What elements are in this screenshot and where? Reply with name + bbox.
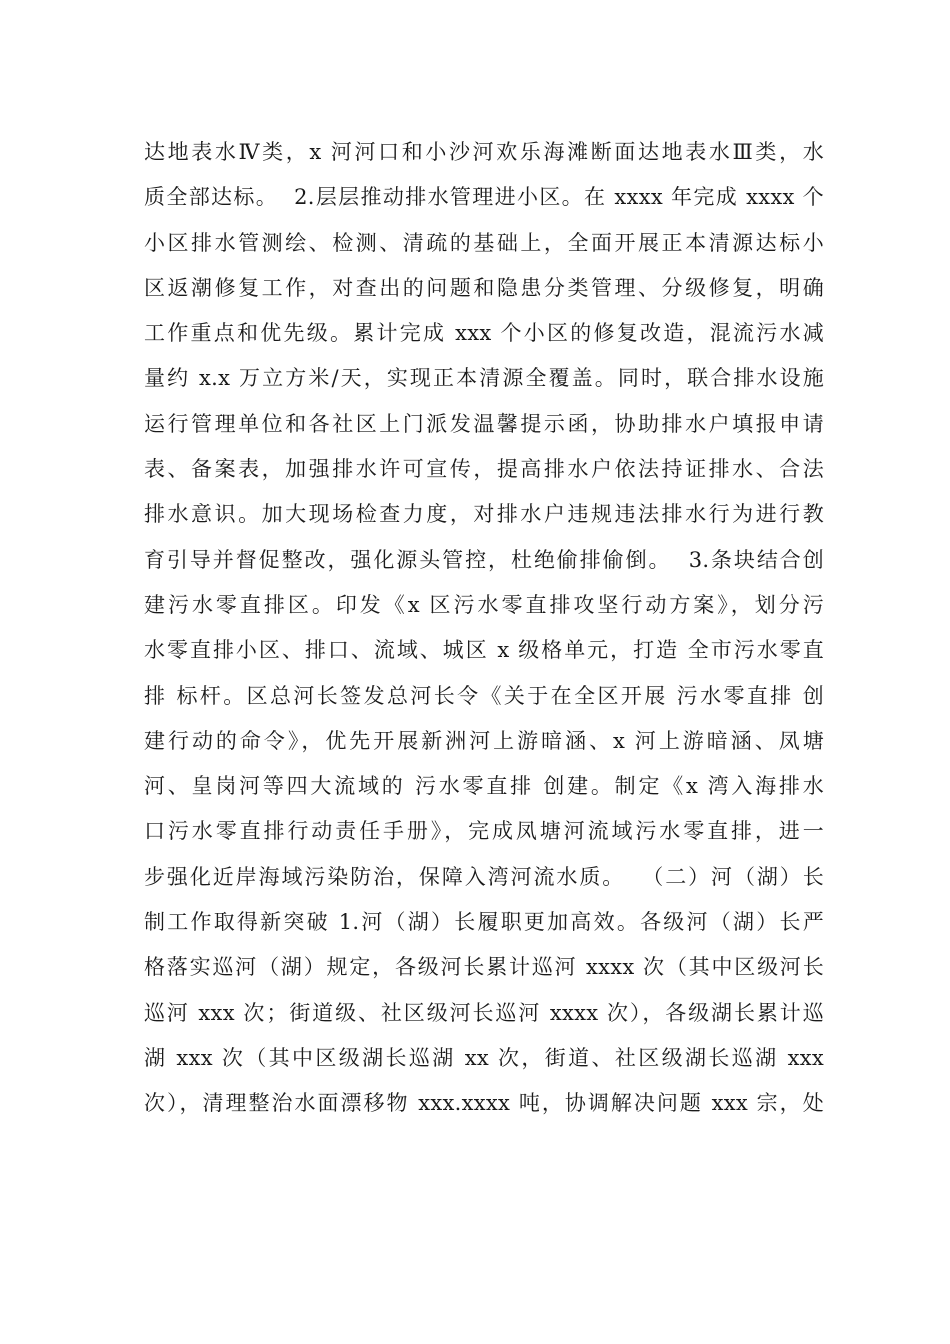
text-line: 次），清理整治水面漂移物 xxx.xxxx 吨，协调解决问题 xxx 宗，处 [144,1091,824,1116]
text-line: 质全部达标。 2.层层推动排水管理进小区。在 xxxx 年完成 xxxx 个 [144,185,824,210]
text-line: 口污水零直排行动责任手册》，完成凤塘河流域污水零直排，进一 [144,819,824,844]
text-line: 量约 x.x 万立方米/天，实现正本清源全覆盖。同时，联合排水设施 [144,366,824,391]
text-line: 巡河 xxx 次；街道级、社区级河长巡河 xxxx 次），各级湖长累计巡 [144,1000,824,1025]
text-line: 建行动的命令》，优先开展新洲河上游暗涵、x 河上游暗涵、凤塘 [144,728,824,753]
text-line: 步强化近岸海域污染防治，保障入湾河流水质。 （二）河（湖）长 [144,864,824,889]
text-line: 排 标杆。区总河长签发总河长令《关于在全区开展 污水零直排 创 [144,683,824,708]
text-line: 格落实巡河（湖）规定，各级河长累计巡河 xxxx 次（其中区级河长 [144,955,824,980]
text-line: 区返潮修复工作，对查出的问题和隐患分类管理、分级修复，明确 [144,275,824,300]
text-line: 湖 xxx 次（其中区级湖长巡湖 xx 次，街道、社区级湖长巡湖 xxx [144,1045,824,1070]
text-line: 水零直排小区、排口、流域、城区 x 级格单元，打造 全市污水零直 [144,638,824,663]
text-line: 运行管理单位和各社区上门派发温馨提示函，协助排水户填报申请 [144,411,824,436]
text-line: 达地表水Ⅳ类，x 河河口和小沙河欢乐海滩断面达地表水Ⅲ类，水 [144,140,824,164]
text-line: 表、备案表，加强排水许可宣传，提高排水户依法持证排水、合法 [144,457,824,482]
text-line: 河、皇岗河等四大流域的 污水零直排 创建。制定《x 湾入海排水 [144,774,824,799]
text-line: 工作重点和优先级。累计完成 xxx 个小区的修复改造，混流污水减 [144,321,824,346]
text-line: 排水意识。加大现场检查力度，对排水户违规违法排水行为进行教 [144,502,824,527]
text-line: 建污水零直排区。印发《x 区污水零直排攻坚行动方案》，划分污 [144,592,824,617]
text-line: 育引导并督促整改，强化源头管控，杜绝偷排偷倒。 3.条块结合创 [144,547,824,572]
text-line: 小区排水管测绘、检测、清疏的基础上，全面开展正本清源达标小 [144,230,824,255]
text-line: 制工作取得新突破 1.河（湖）长履职更加高效。各级河（湖）长严 [144,910,824,935]
body-text [144,130,824,1127]
